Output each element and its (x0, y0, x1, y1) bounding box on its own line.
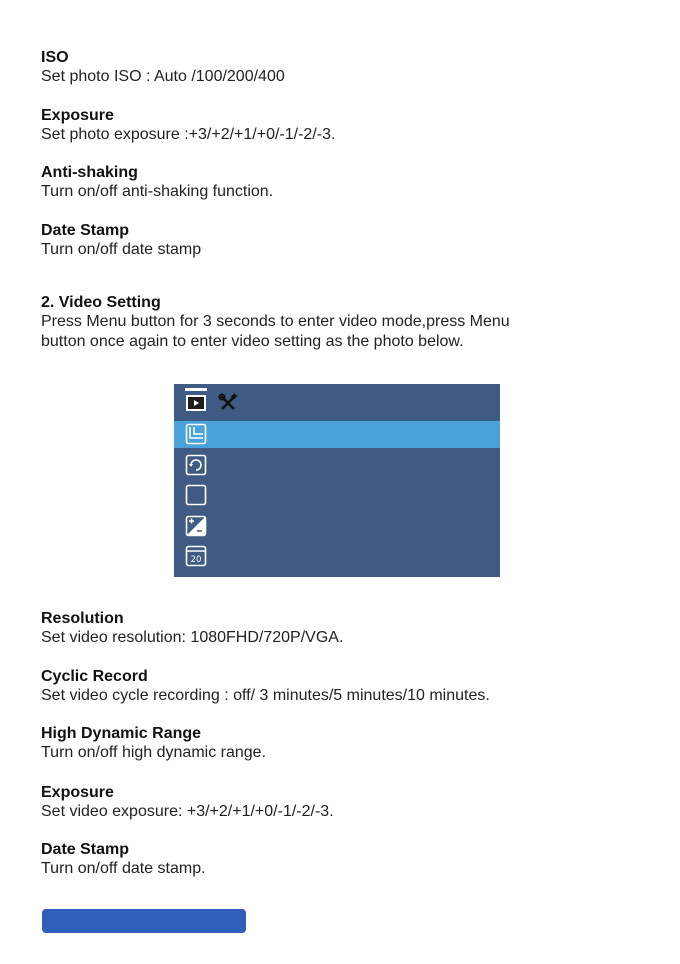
menu-row-exposure (174, 513, 500, 540)
video-setting-section (41, 293, 641, 351)
setting-title: Date Stamp (41, 841, 130, 858)
setting-date-stamp (41, 221, 641, 259)
setting-desc: Set video resolution: 1080FHD/720P/VGA. (41, 629, 344, 646)
setting-title: ISO (41, 49, 69, 66)
setting-hdr (41, 724, 641, 762)
video-menu-screenshot (174, 384, 500, 577)
setting-desc: Turn on/off anti-shaking function. (41, 183, 274, 200)
setting-desc: Turn on/off date stamp (41, 241, 202, 258)
section-intro-line: Press Menu button for 3 seconds to enter video mode,press Menu (41, 313, 510, 330)
menu-row-resolution (174, 421, 500, 448)
setting-title: Exposure (41, 107, 114, 124)
setting-cyclic-record (41, 667, 641, 705)
setting-video-date-stamp (41, 840, 641, 878)
wrench-icon (218, 393, 238, 413)
setting-title: Anti-shaking (41, 164, 138, 181)
setting-title: High Dynamic Range (41, 725, 202, 742)
menu-row-cyclic (174, 452, 500, 479)
setting-anti-shaking (41, 163, 641, 201)
setting-desc: Set video cycle recording : off/ 3 minutes/5 minutes/10 minutes. (41, 687, 490, 704)
setting-desc: Set photo exposure :+3/+2/+1/+0/-1/-2/-3. (41, 126, 336, 143)
cyclic-record-icon (185, 454, 207, 476)
menu-row-hdr (174, 482, 500, 509)
setting-title: Exposure (41, 784, 114, 801)
footer-bar (42, 909, 246, 933)
section-intro-line: button once again to enter video setting as the photo below. (41, 332, 464, 350)
play-icon (185, 392, 207, 414)
exposure-icon (185, 515, 207, 537)
menu-row-date (174, 544, 500, 571)
setting-desc: Turn on/off date stamp. (41, 860, 206, 877)
hdr-icon (185, 484, 207, 506)
setting-title: Cyclic Record (41, 668, 148, 685)
setting-resolution (41, 609, 641, 647)
date-icon-text: 20 (190, 555, 202, 565)
setting-title: Resolution (41, 610, 124, 627)
setting-exposure (41, 106, 641, 144)
setting-iso (41, 48, 641, 86)
section-heading: 2. Video Setting (41, 294, 161, 311)
setting-desc: Set photo ISO : Auto /100/200/400 (41, 68, 285, 85)
setting-title: Date Stamp (41, 222, 130, 239)
resolution-icon (185, 423, 207, 445)
date-stamp-icon (185, 545, 207, 567)
setting-desc: Turn on/off high dynamic range. (41, 744, 267, 761)
menu-row-mode (174, 390, 500, 417)
setting-desc: Set video exposure: +3/+2/+1/+0/-1/-2/-3. (41, 803, 334, 820)
setting-video-exposure (41, 783, 641, 821)
